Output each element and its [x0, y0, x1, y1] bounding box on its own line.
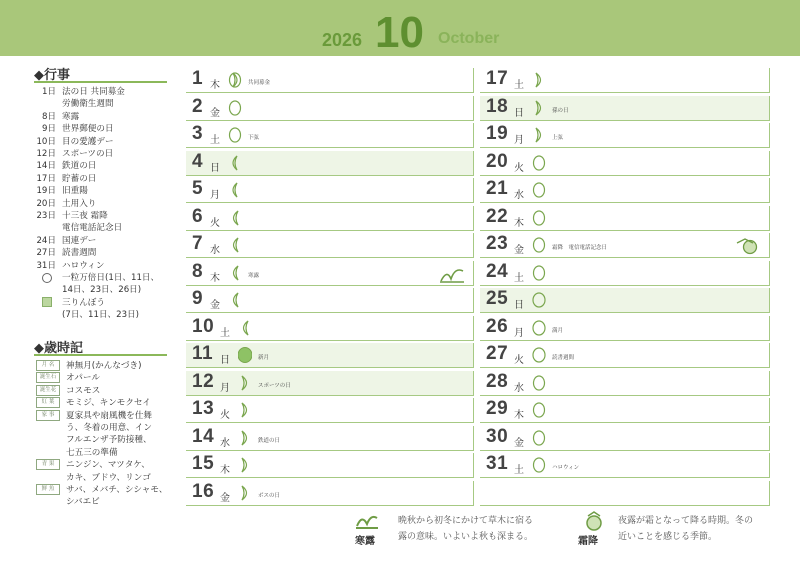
kanro-grass-icon	[439, 263, 465, 283]
soko-title: 霜降	[578, 536, 598, 547]
seasonal-item: シバエビ	[66, 497, 100, 508]
day-row-empty	[480, 481, 770, 506]
moon-phase-icon	[532, 292, 546, 308]
day-row-16[interactable]	[186, 481, 474, 506]
seasonal-item: 鮮 魚 サバ、メバチ、シシャモ、	[36, 484, 176, 496]
moon-phase-icon	[228, 127, 242, 143]
moon-phase-icon	[532, 182, 546, 198]
day-number: 7	[192, 233, 204, 254]
day-event: 満月	[552, 327, 564, 334]
day-number: 2	[192, 95, 204, 117]
day-row-21[interactable]	[480, 178, 770, 203]
day-number: 17	[486, 68, 509, 89]
moon-phase-icon	[228, 72, 242, 88]
day-of-week: 水	[514, 382, 524, 394]
day-row-4[interactable]	[186, 151, 474, 176]
seasonal-tag: 紅 葉	[36, 397, 60, 408]
event-item: 20日 土用入り	[36, 198, 97, 209]
day-of-week: 木	[514, 410, 524, 421]
kanro-description: 晩秋から初冬にかけて草木に宿る 露の意味。いよいよ秋も深まる。	[398, 516, 534, 542]
legend-item: 三りんぼう	[34, 297, 174, 309]
day-row-5[interactable]	[186, 178, 474, 203]
day-number: 1	[192, 68, 204, 89]
moon-phase-icon	[228, 210, 242, 226]
sanrinbo-symbol-icon	[42, 297, 52, 307]
seasonal-tag: 鮮 魚	[36, 484, 60, 495]
event-item: 27日 読書週間	[36, 248, 97, 259]
day-row-6[interactable]	[186, 206, 474, 231]
legend-item: 一粒万倍日(1日、11日、	[34, 272, 174, 284]
calendar-month: 10	[375, 8, 424, 57]
day-of-week: 土	[210, 135, 220, 146]
day-of-week: 金	[514, 245, 524, 256]
day-row-26[interactable]	[480, 316, 770, 341]
day-of-week: 木	[210, 80, 220, 91]
day-number: 26	[486, 315, 509, 337]
day-of-week: 日	[210, 162, 220, 174]
moon-phase-icon	[532, 430, 546, 446]
day-row-28[interactable]	[480, 371, 770, 396]
day-row-3[interactable]	[186, 123, 474, 148]
event-item: 10日 目の愛護デー	[36, 136, 114, 147]
day-number: 6	[192, 205, 204, 227]
day-number: 11	[192, 343, 214, 364]
day-row-29[interactable]	[480, 398, 770, 423]
ichiryu-symbol-icon	[42, 273, 52, 283]
seasonal-tag: 誕生石	[36, 372, 60, 383]
day-of-week: 月	[514, 327, 524, 339]
day-of-week: 土	[514, 80, 524, 91]
day-of-week: 土	[220, 327, 230, 339]
moon-phase-icon	[238, 320, 252, 336]
event-item: 23日 十三夜 霜降	[36, 211, 108, 221]
day-row-22[interactable]	[480, 206, 770, 231]
day-event: 下弦	[248, 135, 260, 141]
day-of-week: 金	[210, 107, 220, 119]
day-event: 鉄道の日	[258, 437, 281, 444]
moon-phase-icon	[228, 265, 242, 281]
seasonal-item: 月 名 神無月(かんなづき)	[36, 360, 176, 372]
calendar-year: 2026	[322, 30, 363, 50]
seasonal-tag: 月 名	[36, 360, 60, 371]
seasonal-item: 家 事 夏家具や扇風機を仕舞	[36, 410, 176, 422]
day-row-14[interactable]	[186, 426, 474, 451]
day-of-week: 金	[514, 437, 524, 449]
day-row-9[interactable]	[186, 288, 474, 313]
day-number: 12	[192, 370, 215, 392]
day-number: 3	[192, 123, 204, 144]
day-row-20[interactable]	[480, 151, 770, 176]
event-item: 14日 鉄道の日	[36, 161, 97, 172]
day-number: 28	[486, 370, 509, 392]
day-of-week: 日	[220, 355, 230, 366]
day-event: 孫の日	[552, 107, 569, 114]
day-number: 4	[192, 150, 204, 172]
moon-phase-icon	[532, 100, 546, 116]
event-item: 労働衛生週間	[62, 99, 114, 110]
seasonal-divider	[34, 354, 167, 356]
day-of-week: 月	[514, 135, 524, 146]
day-number: 19	[486, 123, 509, 144]
day-of-week: 火	[514, 162, 524, 174]
day-row-2[interactable]	[186, 96, 474, 121]
day-row-8[interactable]	[186, 261, 474, 286]
day-event: ハロウィン	[552, 465, 580, 471]
day-number: 31	[486, 453, 509, 474]
day-event: 上弦	[552, 135, 564, 141]
day-number: 20	[486, 150, 509, 172]
moon-phase-icon	[532, 375, 546, 391]
day-event: ボスの日	[258, 492, 281, 499]
day-number: 22	[486, 205, 509, 227]
moon-phase-icon	[238, 347, 252, 363]
seasonal-item: 紅 葉 モミジ、キンモクセイ	[36, 397, 176, 409]
day-number: 21	[486, 178, 509, 199]
day-of-week: 水	[220, 437, 230, 449]
day-event: 寒露	[248, 272, 260, 279]
day-event: 共同募金	[248, 80, 271, 86]
day-number: 15	[192, 453, 215, 474]
moon-phase-icon	[238, 375, 252, 391]
day-row-27[interactable]	[480, 343, 770, 368]
seasonal-item: 誕生石 オパール	[36, 372, 176, 384]
event-item: 9日 世界郵便の日	[41, 124, 114, 135]
day-row-11[interactable]	[186, 343, 474, 368]
moon-phase-icon	[532, 265, 546, 281]
moon-phase-icon	[532, 320, 546, 336]
event-item: 31日 ハロウィン	[36, 260, 105, 271]
day-row-30[interactable]	[480, 426, 770, 451]
moon-phase-icon	[532, 72, 546, 88]
day-event: スポーツの日	[258, 382, 291, 389]
moon-phase-icon	[532, 210, 546, 226]
day-row-31[interactable]	[480, 453, 770, 478]
day-of-week: 土	[514, 465, 524, 476]
day-of-week: 水	[210, 245, 220, 256]
moon-phase-icon	[532, 127, 546, 143]
kanro-title: 寒露	[355, 536, 375, 547]
day-of-week: 土	[514, 272, 524, 284]
legend-item: (7日、11日、23日)	[62, 310, 140, 321]
event-item: 12日 スポーツの日	[36, 149, 114, 159]
day-of-week: 火	[220, 410, 230, 421]
day-of-week: 火	[514, 355, 524, 366]
day-row-17[interactable]	[480, 68, 770, 93]
seasonal-tag: 家 事	[36, 410, 60, 421]
day-of-week: 火	[210, 217, 220, 229]
event-item: 1日 法の日 共同募金	[41, 87, 125, 97]
seasonal-item: 誕生花 コスモス	[36, 385, 176, 397]
moon-phase-icon	[228, 237, 242, 253]
day-number: 5	[192, 178, 204, 199]
soko-icon	[582, 510, 606, 532]
moon-phase-icon	[228, 182, 242, 198]
events-heading: ◆行事	[34, 68, 70, 83]
moon-phase-icon	[532, 402, 546, 418]
day-row-18[interactable]	[480, 96, 770, 121]
moon-phase-icon	[532, 155, 546, 171]
seasonal-item: カキ、ブドウ、リンゴ	[66, 472, 151, 483]
event-item: 8日 寒露	[41, 111, 80, 122]
seasonal-item: 青 果 ニンジン、マツタケ、	[36, 459, 176, 471]
moon-phase-icon	[228, 155, 242, 171]
seasonal-tag: 誕生花	[36, 385, 60, 396]
day-of-week: 金	[220, 492, 230, 504]
day-number: 23	[486, 233, 509, 254]
day-number: 9	[192, 288, 204, 309]
day-number: 25	[486, 288, 509, 309]
day-of-week: 木	[220, 465, 230, 476]
event-item: 24日 国連デー	[36, 235, 97, 246]
kanro-icon	[354, 510, 380, 530]
day-of-week: 木	[514, 217, 524, 229]
day-of-week: 月	[210, 190, 220, 201]
day-row-1[interactable]	[186, 68, 474, 93]
moon-phase-icon	[532, 237, 546, 253]
soko-description: 夜露が霜となって降る時期。冬の 近いことを感じる季節。	[618, 516, 754, 542]
soko-frost-icon	[735, 235, 761, 255]
moon-phase-icon	[532, 457, 546, 473]
day-row-15[interactable]	[186, 453, 474, 478]
day-number: 13	[192, 398, 215, 419]
moon-phase-icon	[228, 100, 242, 116]
moon-phase-icon	[238, 485, 252, 501]
day-row-23[interactable]	[480, 233, 770, 258]
seasonal-tag: 青 果	[36, 459, 60, 470]
legend-item: 14日、23日、26日)	[62, 285, 142, 296]
day-number: 8	[192, 260, 204, 282]
event-item: 電信電話記念日	[62, 223, 123, 234]
day-event: 新月	[258, 355, 270, 361]
day-of-week: 日	[514, 107, 524, 119]
event-item: 19日 旧重陽	[36, 186, 88, 197]
day-of-week: 水	[514, 190, 524, 201]
day-row-25[interactable]	[480, 288, 770, 313]
day-of-week: 月	[220, 382, 230, 394]
calendar-month-english: October	[438, 30, 500, 47]
day-number: 14	[192, 425, 215, 447]
day-number: 30	[486, 425, 509, 447]
day-number: 18	[486, 95, 509, 117]
day-event: 霜降 電信電話記念日	[552, 245, 608, 251]
day-number: 27	[486, 343, 509, 364]
seasonal-item: 七五三の準備	[66, 447, 118, 458]
day-number: 24	[486, 260, 509, 282]
day-of-week: 日	[514, 300, 524, 311]
moon-phase-icon	[238, 430, 252, 446]
moon-phase-icon	[228, 292, 242, 308]
seasonal-item: う、冬着の用意、イン	[66, 423, 152, 433]
day-row-12[interactable]	[186, 371, 474, 396]
day-row-19[interactable]	[480, 123, 770, 148]
day-row-13[interactable]	[186, 398, 474, 423]
day-row-24[interactable]	[480, 261, 770, 286]
moon-phase-icon	[238, 402, 252, 418]
day-number: 29	[486, 398, 509, 419]
day-event: 読書週間	[552, 355, 575, 361]
day-of-week: 金	[210, 300, 220, 311]
day-number: 16	[192, 480, 215, 502]
day-number: 10	[192, 315, 215, 337]
day-row-7[interactable]	[186, 233, 474, 258]
moon-phase-icon	[238, 457, 252, 473]
seasonal-heading: ◆歳時記	[34, 341, 83, 356]
events-divider	[34, 81, 167, 83]
day-row-10[interactable]	[186, 316, 474, 341]
day-of-week: 木	[210, 272, 220, 284]
moon-phase-icon	[532, 347, 546, 363]
seasonal-item: フルエンザ予防接種、	[66, 435, 152, 446]
event-item: 17日 貯蓄の日	[36, 173, 97, 184]
